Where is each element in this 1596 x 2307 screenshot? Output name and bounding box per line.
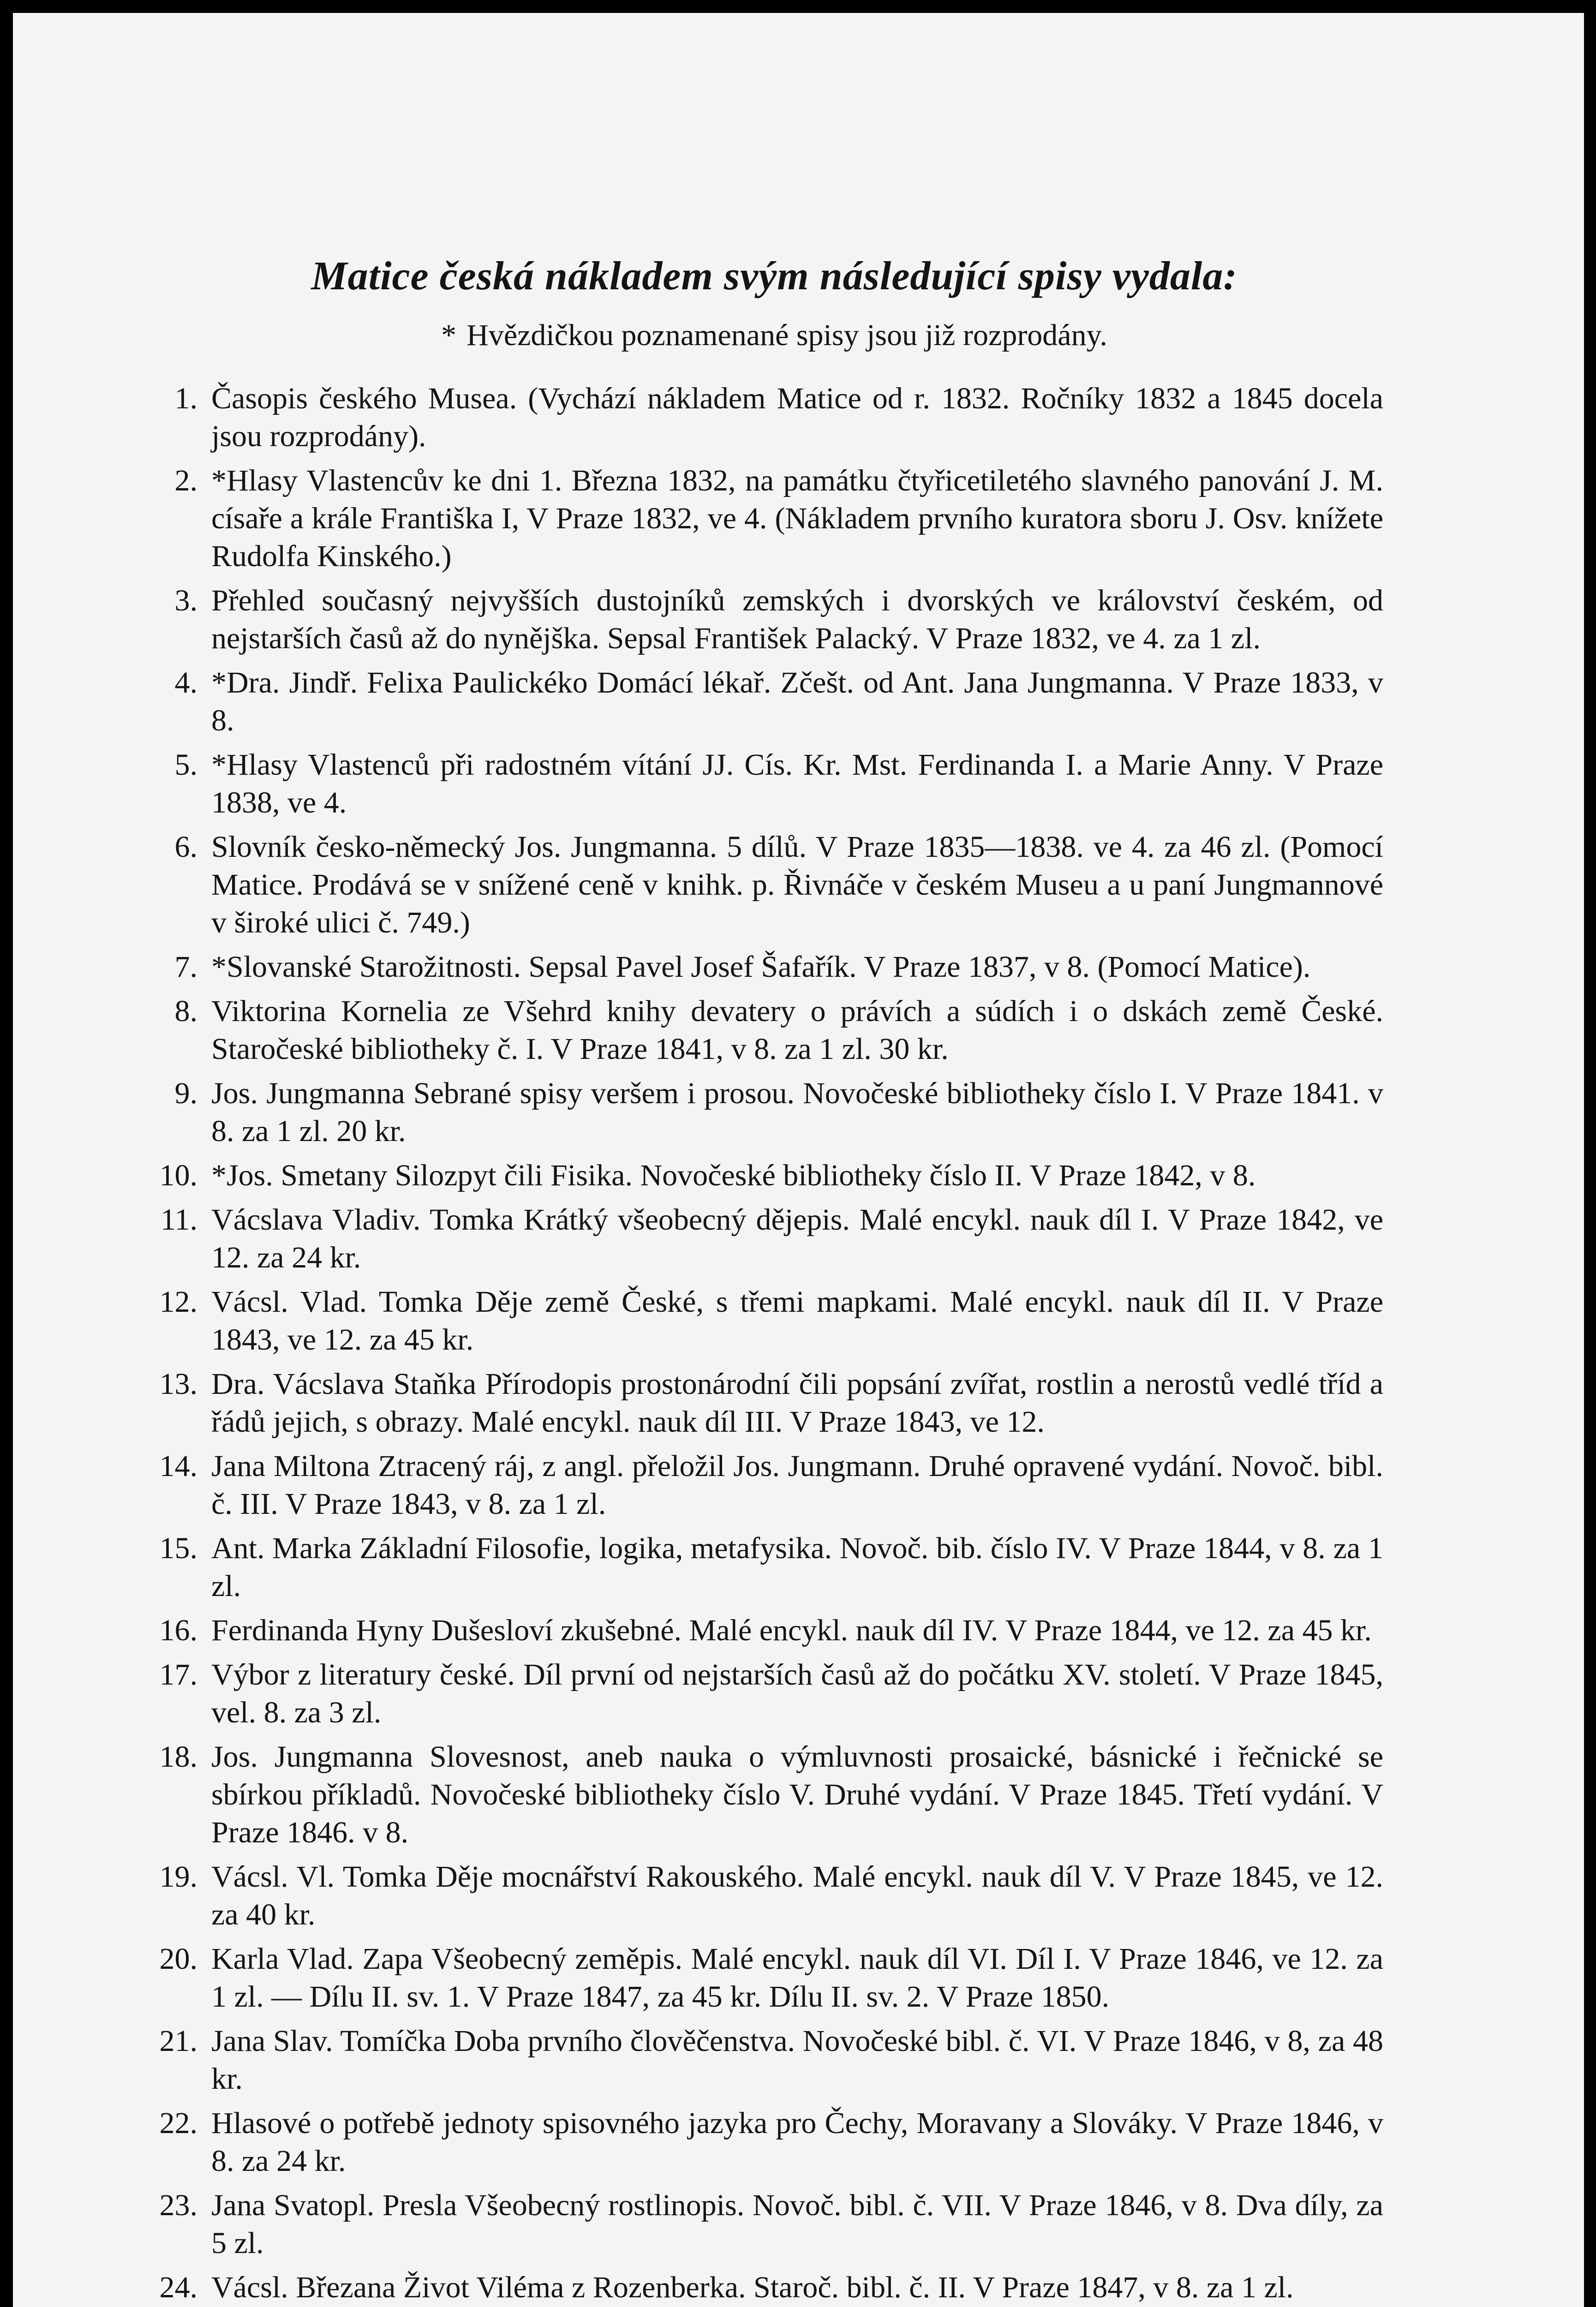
item-text: *Dra. Jindř. Felixa Paulickéko Domácí lékař. Zčešt. od Ant. Jana Jungmanna. V Praze 1833, v 8. (211, 666, 1383, 737)
note-star: * (441, 318, 457, 352)
list-item (137, 2187, 1383, 2262)
item-number: 3. (174, 584, 197, 617)
list-item (137, 1447, 1383, 1523)
list-item (137, 1365, 1383, 1441)
item-number: 21. (159, 2024, 197, 2058)
note-text: Hvězdičkou poznamenané spisy jsou již rozprodány. (466, 318, 1107, 352)
list-item (137, 1201, 1383, 1277)
item-number: 5. (174, 748, 197, 782)
item-text: Karla Vlad. Zapa Všeobecný zeměpis. Malé encykl. nauk díl VI. Díl I. V Praze 1846, ve 12. za 1 zl. — Dílu II. sv. 1. V Praze 1847, za 45 kr. Dílu II. sv. 2. V Praze 1850. (211, 1942, 1383, 2014)
subtitle-note (165, 318, 1383, 353)
item-text: Výbor z literatury české. Díl první od nejstarších časů až do počátku XV. století. V Praze 1845, vel. 8. za 3 zl. (211, 1658, 1383, 1729)
item-number: 17. (159, 1658, 197, 1691)
list-item (137, 2022, 1383, 2098)
list-item (137, 992, 1383, 1068)
item-text: *Slovanské Starožitnosti. Sepsal Pavel Josef Šafařík. V Praze 1837, v 8. (Pomocí Matice). (211, 950, 1311, 984)
item-text: Jana Slav. Tomíčka Doba prvního člověčenstva. Novočeské bibl. č. VI. V Praze 1846, v 8, za 48 kr. (211, 2024, 1383, 2096)
item-number: 13. (159, 1367, 197, 1401)
item-number: 1. (174, 382, 197, 415)
item-text: Vácslava Vladiv. Tomka Krátký všeobecný dějepis. Malé encykl. nauk díl I. V Praze 1842, ve 12. za 24 kr. (211, 1203, 1383, 1274)
item-number: 4. (174, 666, 197, 699)
page (13, 13, 1584, 2307)
document-body (137, 253, 1383, 2307)
item-text: Jos. Jungmanna Sebrané spisy veršem i prosou. Novočeské bibliotheky číslo I. V Praze 1841. v 8. za 1 zl. 20 kr. (211, 1076, 1383, 1148)
item-number: 18. (159, 1740, 197, 1774)
item-number: 12. (159, 1285, 197, 1319)
list-item (137, 380, 1383, 455)
list-item (137, 1612, 1383, 1650)
item-number: 11. (160, 1203, 197, 1237)
item-number: 2. (174, 464, 197, 497)
item-text: Přehled současný nejvyšších dustojníků zemských i dvorských ve království českém, od nejstarších časů až do nynějška. Sepsal František Palacký. V Praze 1832, ve 4. za 1 zl. (211, 584, 1383, 655)
item-text: Ant. Marka Základní Filosofie, logika, metafysika. Novoč. bib. číslo IV. V Praze 1844, v 8. za 1 zl. (211, 1531, 1383, 1603)
item-text: Jos. Jungmanna Slovesnost, aneb nauka o výmluvnosti prosaické, básnické i řečnické se sbírkou příkladů. Novočeské bibliotheky číslo V. Druhé vydání. V Praze 1845. Třetí vydání. V Praze 1846. v 8. (211, 1740, 1383, 1849)
item-number: 6. (174, 830, 197, 864)
list-item (137, 1075, 1383, 1150)
item-number: 16. (159, 1614, 197, 1647)
item-number: 24. (159, 2271, 197, 2304)
item-text: Vácsl. Vlad. Tomka Děje země České, s třemi mapkami. Malé encykl. nauk díl II. V Praze 1843, ve 12. za 45 kr. (211, 1285, 1383, 1357)
item-text: Dra. Vácslava Staňka Přírodopis prostonárodní čili popsání zvířat, rostlin a nerostů vedlé tříd a řádů jejich, s obrazy. Malé encykl. nauk díl III. V Praze 1843, ve 12. (211, 1367, 1383, 1439)
item-number: 9. (174, 1076, 197, 1110)
item-number: 22. (159, 2106, 197, 2140)
publication-list (137, 380, 1383, 2307)
list-item (137, 1858, 1383, 1934)
item-number: 15. (159, 1531, 197, 1565)
item-text: *Jos. Smetany Silozpyt čili Fisika. Novočeské bibliotheky číslo II. V Praze 1842, v 8. (211, 1159, 1256, 1192)
item-number: 7. (174, 950, 197, 984)
list-item (137, 582, 1383, 657)
item-number: 20. (159, 1942, 197, 1976)
list-item (137, 2104, 1383, 2180)
item-number: 14. (159, 1449, 197, 1483)
item-number: 10. (159, 1159, 197, 1192)
item-number: 23. (159, 2188, 197, 2222)
item-text: Vácsl. Březana Život Viléma z Rozenberka. Staroč. bibl. č. II. V Praze 1847, v 8. za 1 zl. (211, 2271, 1294, 2304)
list-item (137, 664, 1383, 740)
item-text: *Hlasy Vlastencův ke dni 1. Března 1832, na památku čtyřicetiletého slavného panování J. M. císaře a krále Františka I, V Praze 1832, ve 4. (Nákladem prvního kuratora sboru J. Osv. knížete Rudolfa Kinského.) (211, 464, 1383, 573)
item-text: Vácsl. Vl. Tomka Děje mocnářství Rakouského. Malé encykl. nauk díl V. V Praze 1845, ve 12. za 40 kr. (211, 1860, 1383, 1931)
item-text: Časopis českého Musea. (Vychází nákladem Matice od r. 1832. Ročníky 1832 a 1845 docela jsou rozprodány). (211, 382, 1383, 453)
list-item (137, 1940, 1383, 2016)
list-item (137, 1738, 1383, 1852)
item-text: Jana Miltona Ztracený ráj, z angl. přeložil Jos. Jungmann. Druhé opravené vydání. Novoč. bibl. č. III. V Praze 1843, v 8. za 1 zl. (211, 1449, 1383, 1521)
list-item (137, 828, 1383, 942)
list-item (137, 1656, 1383, 1732)
item-number: 8. (174, 994, 197, 1028)
list-item (137, 1283, 1383, 1359)
item-text: Ferdinanda Hyny Dušesloví zkušebné. Malé encykl. nauk díl IV. V Praze 1844, ve 12. za 45 kr. (211, 1614, 1372, 1647)
item-number: 19. (159, 1860, 197, 1894)
page-title: Matice česká nákladem svým následující spisy vydala: (311, 254, 1237, 299)
list-item (137, 746, 1383, 822)
item-text: Hlasové o potřebě jednoty spisovného jazyka pro Čechy, Moravany a Slováky. V Praze 1846, v 8. za 24 kr. (211, 2106, 1383, 2178)
list-item (137, 462, 1383, 575)
list-item (137, 2269, 1383, 2307)
list-item (137, 1157, 1383, 1195)
item-text: Jana Svatopl. Presla Všeobecný rostlinopis. Novoč. bibl. č. VII. V Praze 1846, v 8. Dva díly, za 5 zl. (211, 2188, 1383, 2260)
list-item (137, 948, 1383, 986)
item-text: Viktorina Kornelia ze Všehrd knihy devatery o právích a súdích i o dskách země České. Staročeské bibliotheky č. I. V Praze 1841, v 8. za 1 zl. 30 kr. (211, 994, 1383, 1066)
item-text: Slovník česko-německý Jos. Jungmanna. 5 dílů. V Praze 1835—1838. ve 4. za 46 zl. (Pomocí Matice. Prodává se v snížené ceně v knihk. p. Řivnáče v českém Museu a u paní Jungmannové v široké ulici č. 749.) (211, 830, 1383, 939)
item-text: *Hlasy Vlastenců při radostném vítání JJ. Cís. Kr. Mst. Ferdinanda I. a Marie Anny. V Praze 1838, ve 4. (211, 748, 1383, 819)
list-item (137, 1530, 1383, 1605)
